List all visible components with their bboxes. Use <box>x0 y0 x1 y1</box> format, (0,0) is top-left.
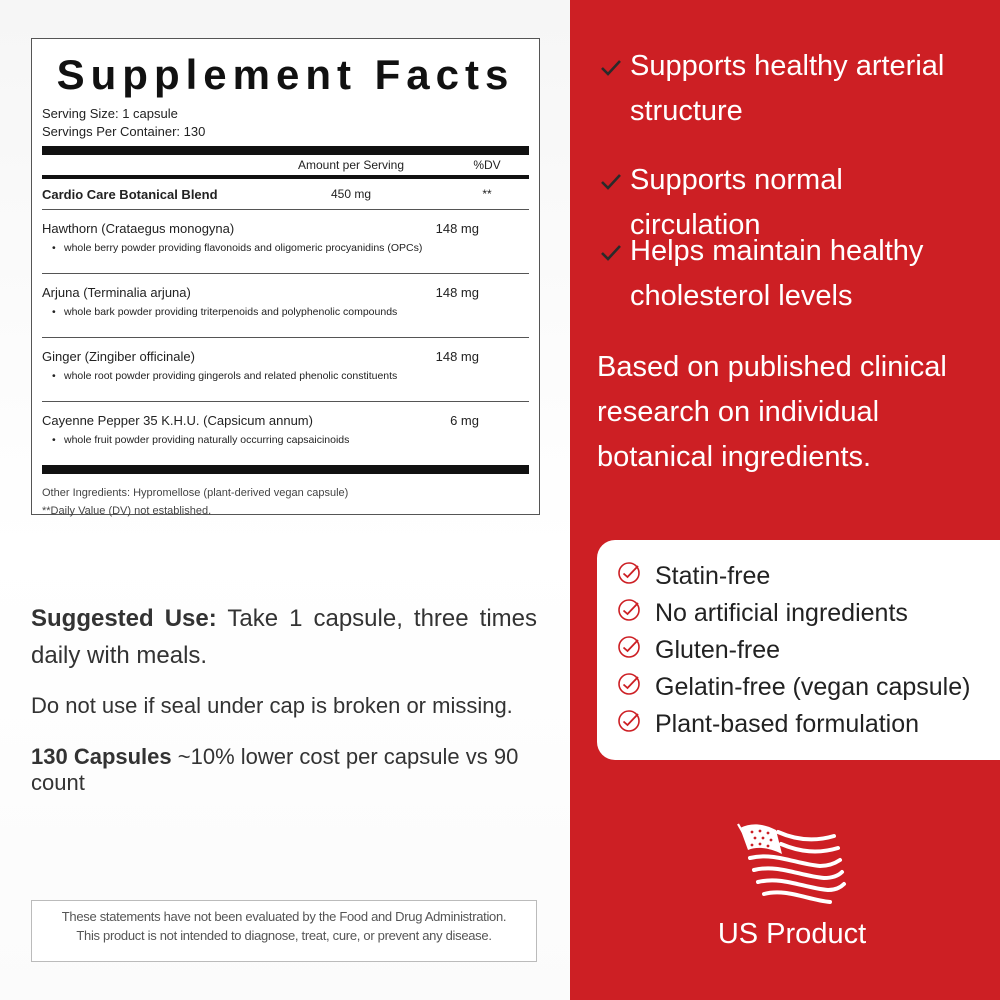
feature-text: Gelatin-free (vegan capsule) <box>655 673 971 701</box>
feature-item <box>597 706 1000 743</box>
feature-text: Statin-free <box>655 562 771 590</box>
checkmark-icon <box>600 44 630 134</box>
ingredient-amount: 148 mg <box>435 349 479 364</box>
feature-text: No artificial ingredients <box>655 599 908 627</box>
fda-disclaimer <box>31 900 537 962</box>
ingredient-row <box>42 274 529 337</box>
capsule-count <box>31 744 537 796</box>
feature-item <box>597 632 1000 669</box>
ingredient-amount: 148 mg <box>435 285 479 300</box>
circle-check-icon <box>617 635 655 666</box>
disclaimer-line: This product is not intended to diagnose, treat, cure, or prevent any disease. <box>76 928 492 943</box>
us-flag-icon <box>730 820 850 915</box>
serving-size: Serving Size: 1 capsule <box>42 106 178 121</box>
suggested-use-label: Suggested Use: <box>31 605 217 632</box>
us-product-label: US Product <box>717 918 867 950</box>
feature-text: Plant-based formulation <box>655 710 920 738</box>
dv-note: **Daily Value (DV) not established. <box>42 505 212 517</box>
facts-title: Supplement Facts <box>56 51 515 98</box>
capsule-count-text: ~10% lower cost per capsule vs 90 count <box>31 744 519 795</box>
suggested-use-text: Take 1 capsule, three times daily with meals. <box>31 605 537 669</box>
thick-divider <box>42 146 529 155</box>
ingredient-description: • whole root powder providing gingerols and related phenolic constituents <box>42 370 529 382</box>
ingredient-description: • whole fruit powder providing naturally occurring capsaicinoids <box>42 434 529 446</box>
claim-item <box>600 229 980 319</box>
circle-check-icon <box>617 672 655 703</box>
ingredient-name: Cayenne Pepper 35 K.H.U. (Capsicum annum) <box>42 413 313 428</box>
feature-item <box>597 558 1000 595</box>
blend-dv: ** <box>482 187 492 201</box>
feature-item <box>597 669 1000 706</box>
circle-check-icon <box>617 561 655 592</box>
supplement-facts-panel <box>31 38 540 515</box>
other-ingredients: Other Ingredients: Hypromellose (plant-derived vegan capsule) <box>42 487 349 499</box>
feature-item <box>597 595 1000 632</box>
ingredient-row <box>42 338 529 401</box>
ingredient-description: • whole berry powder providing flavonoids and oligomeric procyanidins (OPCs) <box>42 242 529 254</box>
ingredient-row <box>42 210 529 273</box>
claim-text: Supports healthy arterial structure <box>630 50 945 127</box>
claim-item <box>600 44 980 134</box>
thick-divider <box>42 465 529 474</box>
circle-check-icon <box>617 709 655 740</box>
claim-text: Helps maintain healthy cholesterol levels <box>630 235 924 312</box>
ingredient-name: Hawthorn (Crataegus monogyna) <box>42 221 235 236</box>
dv-header: %DV <box>473 158 501 172</box>
blend-row <box>42 179 529 209</box>
facts-header-row <box>42 155 529 175</box>
research-statement: Based on published clinical research on individual botanical ingredients. <box>597 351 947 473</box>
seal-warning: Do not use if seal under cap is broken or missing. <box>31 693 513 718</box>
disclaimer-line: These statements have not been evaluated by the Food and Drug Administration. <box>61 909 507 924</box>
blend-name: Cardio Care Botanical Blend <box>42 186 218 202</box>
ingredient-name: Arjuna (Terminalia arjuna) <box>42 285 191 300</box>
capsule-count-label: 130 Capsules <box>31 744 172 769</box>
suggested-use <box>31 600 537 674</box>
circle-check-icon <box>617 598 655 629</box>
ingredient-description: • whole bark powder providing triterpenoids and polyphenolic compounds <box>42 306 529 318</box>
servings-per-container: Servings Per Container: 130 <box>42 124 206 139</box>
right-panel <box>570 0 1000 1000</box>
ingredient-amount: 148 mg <box>435 221 479 236</box>
serving-info <box>42 105 529 141</box>
claim-text: Supports normal circulation <box>630 164 843 241</box>
checkmark-icon <box>600 229 630 319</box>
other-ingredients-block <box>42 484 529 520</box>
feature-text: Gluten-free <box>655 636 781 664</box>
ingredient-amount: 6 mg <box>450 413 479 428</box>
ingredient-name: Ginger (Zingiber officinale) <box>42 349 195 364</box>
blend-amount: 450 mg <box>330 187 372 201</box>
usage-block <box>31 600 537 796</box>
ingredient-row <box>42 402 529 465</box>
amount-header: Amount per Serving <box>297 158 405 172</box>
features-card <box>597 540 1000 760</box>
